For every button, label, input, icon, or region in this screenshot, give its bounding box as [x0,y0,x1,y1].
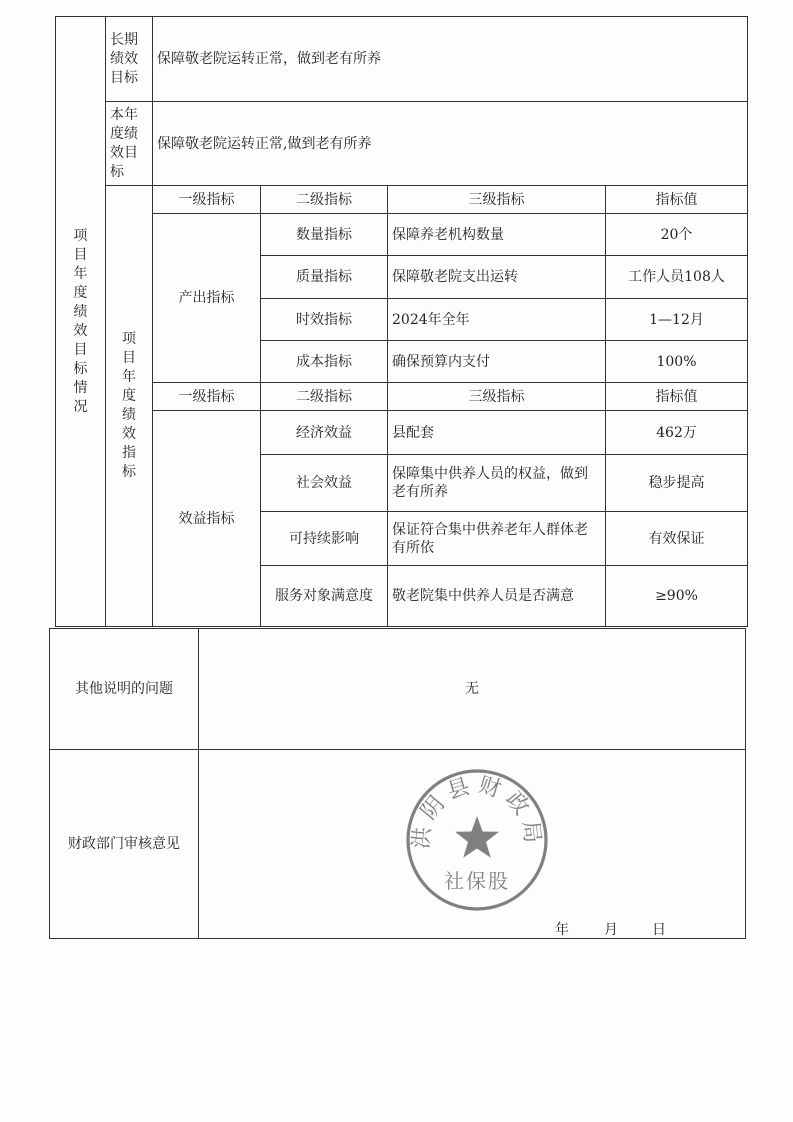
level3-cell: 保障敬老院支出运转 [388,256,606,299]
seal-top-text: 洪阴县财政局 [408,772,546,851]
this-year-goal-label: 本年度绩效目标 [106,102,153,186]
level3-cell: 敬老院集中供养人员是否满意 [388,566,606,627]
seal-star-icon [455,816,499,858]
level3-cell: 保障集中供养人员的权益，做到老有所养 [388,455,606,512]
level3-cell: 保证符合集中供养老年人群体老有所依 [388,512,606,566]
value-cell: 有效保证 [606,512,748,566]
long-term-goal-text: 保障敬老院运转正常，做到老有所养 [153,17,748,102]
header-level1: 一级指标 [153,383,261,411]
seal-bottom-text: 社保股 [444,869,510,893]
level2-cell: 质量指标 [261,256,388,299]
other-issues-row [50,629,746,750]
performance-table [55,16,748,627]
level2-cell: 社会效益 [261,455,388,512]
date-year-label: 年 [555,922,569,938]
level2-cell: 时效指标 [261,299,388,341]
long-term-goal-label: 长期绩效目标 [106,17,153,102]
level2-cell: 经济效益 [261,411,388,455]
header-value: 指标值 [606,186,748,214]
level2-cell: 数量指标 [261,214,388,256]
official-seal [405,768,549,912]
header-level3: 三级指标 [388,186,606,214]
benefit-indicator-label: 效益指标 [153,411,261,627]
indicators-section-label: 项目年度绩效指标 [106,186,153,627]
level3-cell: 2024年全年 [388,299,606,341]
level2-cell: 可持续影响 [261,512,388,566]
long-term-goal-row [56,17,748,102]
level2-cell: 服务对象满意度 [261,566,388,627]
value-cell: 稳步提高 [606,455,748,512]
table-row [56,214,748,256]
level3-cell: 确保预算内支付 [388,341,606,383]
finance-review-row [50,750,746,939]
value-cell: 20个 [606,214,748,256]
header-level2: 二级指标 [261,186,388,214]
date-day-label: 日 [652,922,666,938]
header-value: 指标值 [606,383,748,411]
value-cell: ≥90% [606,566,748,627]
level2-cell: 成本指标 [261,341,388,383]
level3-cell: 县配套 [388,411,606,455]
level3-cell: 保障养老机构数量 [388,214,606,256]
finance-review-label: 财政部门审核意见 [50,750,199,939]
value-cell: 工作人员108人 [606,256,748,299]
value-cell: 462万 [606,411,748,455]
this-year-goal-row [56,102,748,186]
date-month-label: 月 [604,922,618,938]
table-row [56,411,748,455]
other-issues-label: 其他说明的问题 [50,629,199,750]
header-row-2 [56,383,748,411]
value-cell: 1—12月 [606,299,748,341]
review-table [49,628,746,939]
header-level3: 三级指标 [388,383,606,411]
header-level2: 二级指标 [261,383,388,411]
header-row-1 [56,186,748,214]
other-issues-text: 无 [199,629,746,750]
value-cell: 100% [606,341,748,383]
output-indicator-label: 产出指标 [153,214,261,383]
this-year-goal-text: 保障敬老院运转正常,做到老有所养 [153,102,748,186]
header-level1: 一级指标 [153,186,261,214]
annual-goal-section-label: 项目年度绩效目标情况 [56,17,106,627]
